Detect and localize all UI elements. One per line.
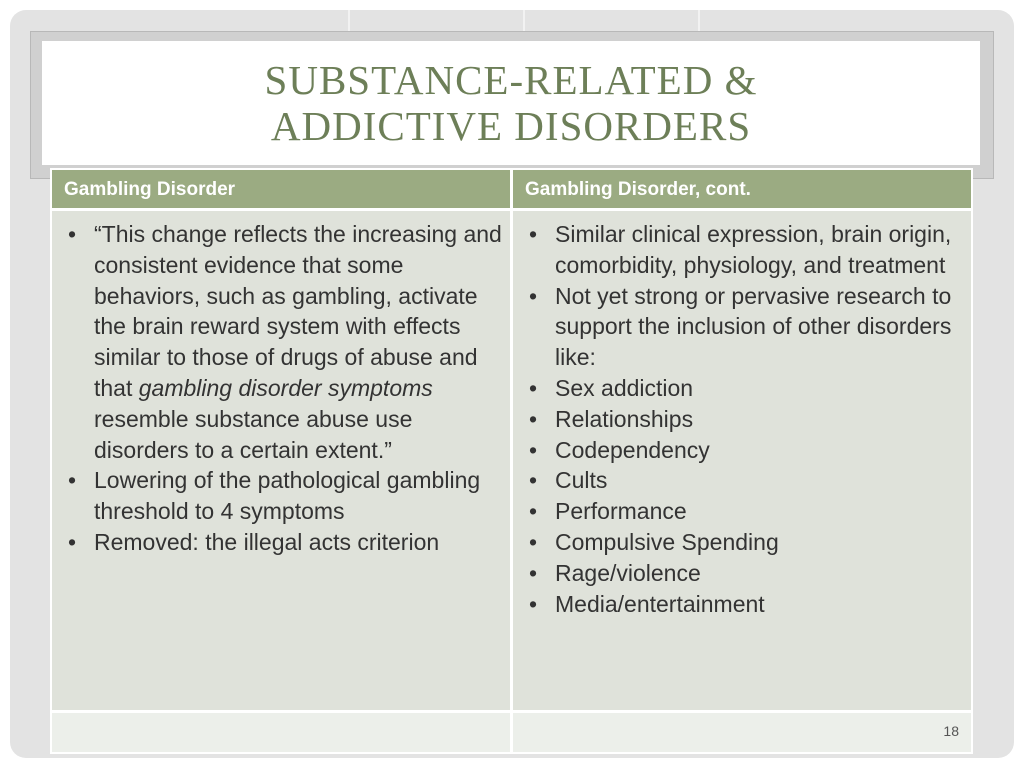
content-table bbox=[50, 168, 973, 754]
list-item: • Not yet strong or pervasive research to support the inclusion of other disorders like: bbox=[521, 281, 963, 373]
table-cell-left bbox=[52, 211, 510, 710]
table-header-right: Gambling Disorder, cont. bbox=[513, 170, 971, 208]
page-number: 18 bbox=[943, 723, 959, 739]
list-item: • Performance bbox=[521, 496, 963, 527]
slide-title-line-1: SUBSTANCE-RELATED & bbox=[264, 57, 758, 103]
slide-title bbox=[42, 57, 980, 149]
list-item: • Codependency bbox=[521, 435, 963, 466]
quote-text-end: resemble substance abuse use disorders to a certain extent.” bbox=[94, 405, 413, 463]
list-item: • Lowering of the pathological gambling threshold to 4 symptoms bbox=[60, 465, 502, 527]
list-item: • Relationships bbox=[521, 404, 963, 435]
list-item: • Sex addiction bbox=[521, 373, 963, 404]
list-item: • Rage/violence bbox=[521, 558, 963, 589]
list-item: • Removed: the illegal acts criterion bbox=[60, 527, 502, 558]
list-item: • Media/entertainment bbox=[521, 589, 963, 620]
quote-text-start: “This change reflects the increasing and consistent evidence that some behaviors, such as gambling, activate the brain reward system with effects similar to those of drugs of abuse and that bbox=[94, 221, 502, 401]
right-bullet-list bbox=[513, 211, 971, 619]
title-box bbox=[42, 41, 980, 165]
slide-title-line-2: ADDICTIVE DISORDERS bbox=[270, 103, 752, 149]
table-footer-cell-right bbox=[513, 713, 971, 752]
list-item: • Cults bbox=[521, 465, 963, 496]
list-item: • Similar clinical expression, brain origin, comorbidity, physiology, and treatment bbox=[521, 219, 963, 281]
list-item: • Compulsive Spending bbox=[521, 527, 963, 558]
table-footer-cell-left bbox=[52, 713, 510, 752]
table-cell-right bbox=[513, 211, 971, 710]
quote-text-italic: gambling disorder symptoms bbox=[138, 374, 433, 401]
left-bullet-list bbox=[52, 211, 510, 558]
table-header-left: Gambling Disorder bbox=[52, 170, 510, 208]
list-item bbox=[60, 219, 502, 465]
